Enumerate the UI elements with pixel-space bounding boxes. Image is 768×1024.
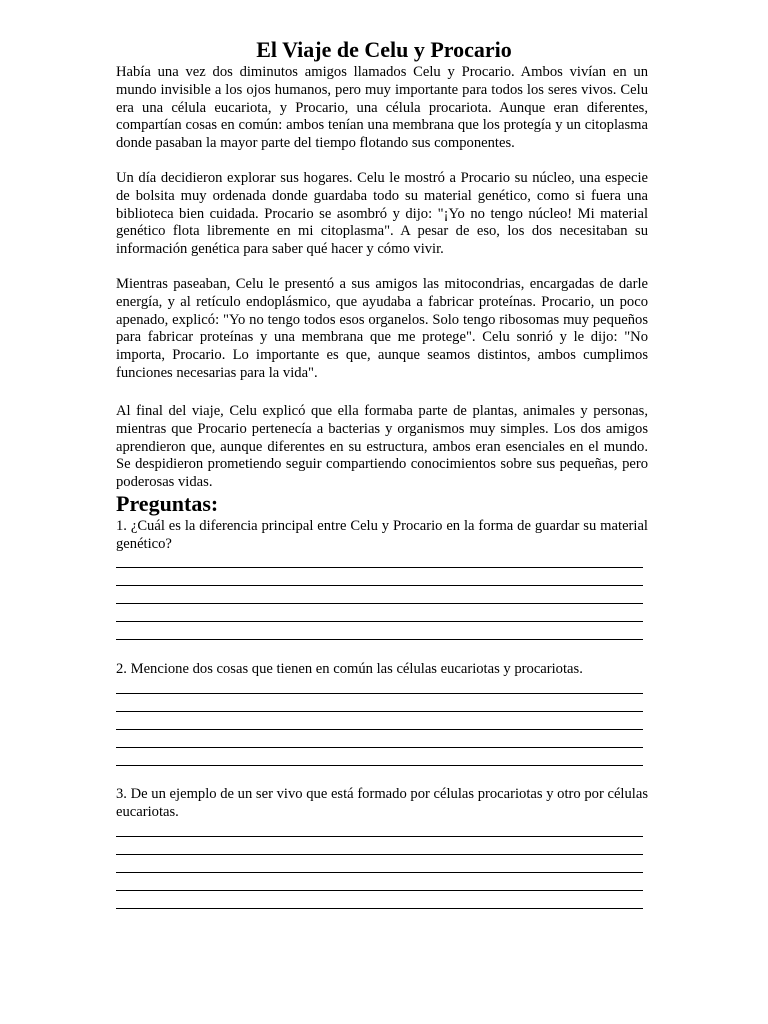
story-paragraph-2: Un día decidieron explorar sus hogares. Celu le mostró a Procario su núcleo, una especie de bolsita muy ordenada donde guardaba todo su material genético, como si fuera una biblioteca bien cuidada. Procario se asombró y dijo: "¡Yo no tengo núcleo! Mi material genético flota libremente en mi citoplasma". A pesar de eso, los dos necesitaban su información genética para saber qué hacer y cómo vivir. xyxy=(116,170,648,258)
answer-line xyxy=(116,585,643,586)
answer-lines-2 xyxy=(116,693,643,783)
answer-line xyxy=(116,603,643,604)
answer-lines-3 xyxy=(116,836,643,926)
answer-line xyxy=(116,567,643,568)
questions-heading: Preguntas: xyxy=(116,491,219,516)
answer-line xyxy=(116,890,643,891)
page-title: El Viaje de Celu y Procario xyxy=(256,37,512,62)
story-paragraph-3: Mientras paseaban, Celu le presentó a sus amigos las mitocondrias, encargadas de darle energía, y al retículo endoplásmico, que ayudaba a fabricar proteínas. Procario, un poco apenado, explicó: "Yo no tengo todos esos organelos. Solo tengo ribosomas muy pequeños para fabricar proteínas y una membrana que me protege". Celu sonrió y le dijo: "No importa, Procario. Lo importante es que, aunque seamos distintos, ambos cumplimos funciones necesarias para la vida". xyxy=(116,276,648,381)
answer-line xyxy=(116,729,643,730)
answer-line xyxy=(116,711,643,712)
answer-lines-1 xyxy=(116,567,643,657)
answer-line xyxy=(116,872,643,873)
answer-line xyxy=(116,836,643,837)
answer-line xyxy=(116,693,643,694)
story-paragraph-4: Al final del viaje, Celu explicó que ella formaba parte de plantas, animales y personas, mientras que Procario pertenecía a bacterias y organismos muy simples. Los dos amigos aprendieron que, aunque diferentes en su estructura, ambos eran esenciales en el mundo. Se despidieron prometiendo seguir compartiendo conocimientos sobre sus pequeñas, pero poderosas vidas. xyxy=(116,403,648,491)
answer-line xyxy=(116,908,643,909)
story-paragraph-1: Había una vez dos diminutos amigos llamados Celu y Procario. Ambos vivían en un mundo invisible a los ojos humanos, pero muy importante para todos los seres vivos. Celu era una célula eucariota, y Procario, una célula procariota. Aunque eran diferentes, compartían cosas en común: ambos tenían una membrana que los protegía y un citoplasma donde pasaban la mayor parte del tiempo flotando sus componentes. xyxy=(116,64,648,152)
answer-line xyxy=(116,639,643,640)
question-2: 2. Mencione dos cosas que tienen en común las células eucariotas y procariotas. xyxy=(116,661,583,677)
question-3: 3. De un ejemplo de un ser vivo que está formado por células procariotas y otro por células eucariotas. xyxy=(116,786,648,820)
question-1: 1. ¿Cuál es la diferencia principal entre Celu y Procario en la forma de guardar su material genético? xyxy=(116,518,648,552)
answer-line xyxy=(116,747,643,748)
answer-line xyxy=(116,621,643,622)
answer-line xyxy=(116,765,643,766)
answer-line xyxy=(116,854,643,855)
